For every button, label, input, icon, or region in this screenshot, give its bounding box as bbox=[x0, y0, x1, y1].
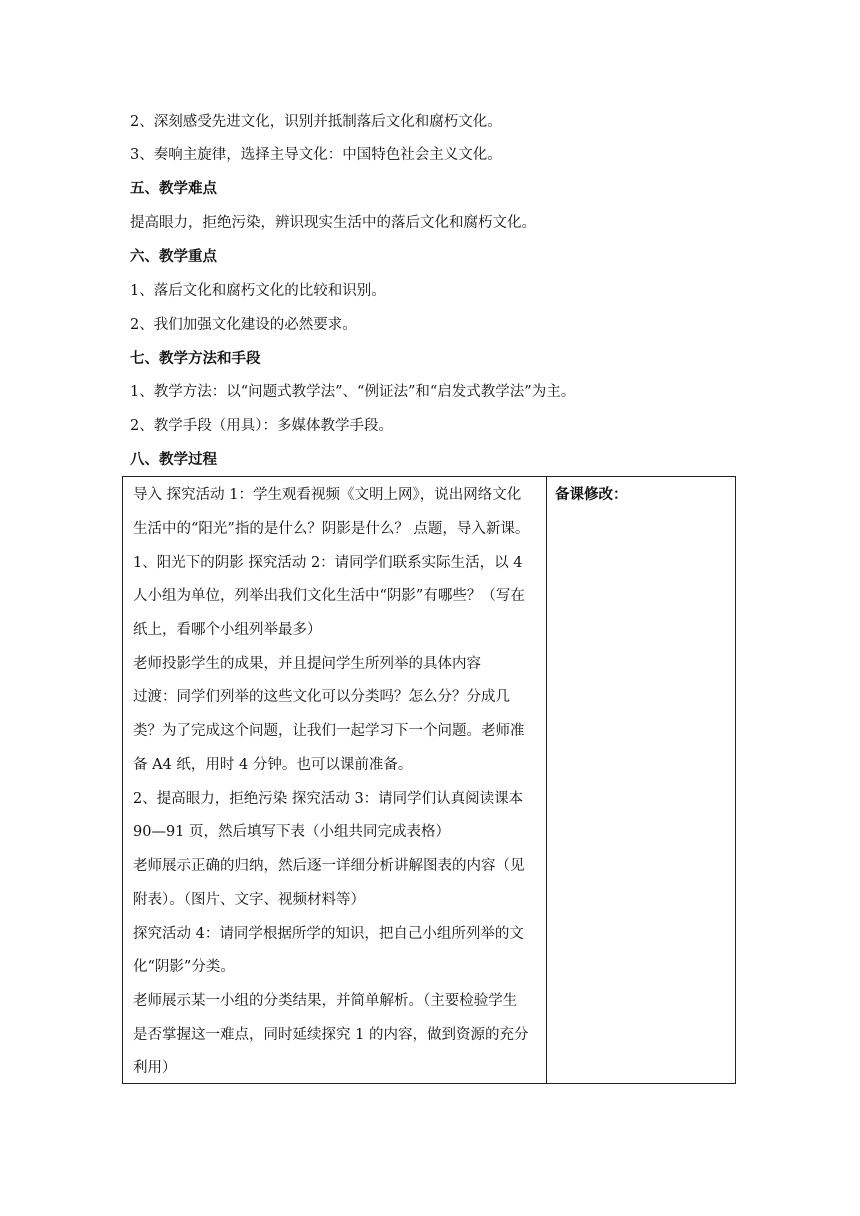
process-line: 过渡：同学们列举的这些文化可以分类吗？怎么分？分成几 bbox=[133, 689, 510, 705]
process-content-cell bbox=[123, 477, 546, 1083]
process-line: 纸上，看哪个小组列举最多） bbox=[133, 622, 322, 638]
lesson-revision-cell bbox=[547, 477, 735, 1083]
process-line: 备 A4 纸，用时 4 分钟。也可以课前准备。 bbox=[133, 757, 413, 773]
key-points-line-2: 2、我们加强文化建设的必然要求。 bbox=[130, 317, 357, 333]
process-line: 老师展示正确的归纳，然后逐一详细分析讲解图表的内容（见 bbox=[133, 858, 525, 874]
process-line: 90—91 页，然后填写下表（小组共同完成表格） bbox=[133, 824, 451, 840]
process-line: 探究活动 4：请同学根据所学的知识，把自己小组所列举的文 bbox=[133, 926, 524, 942]
process-line: 附表）。（图片、文字、视频材料等） bbox=[133, 892, 365, 908]
process-line: 老师投影学生的成果，并且提问学生所列举的具体内容 bbox=[133, 656, 481, 672]
difficulties-line-1: 提高眼力，拒绝污染，辨识现实生活中的落后文化和腐朽文化。 bbox=[130, 215, 536, 231]
process-line: 老师展示某一小组的分类结果，并简单解析。（主要检验学生 bbox=[133, 993, 518, 1009]
process-line: 生活中的“阳光”指的是什么？阴影是什么？ 点题，导入新课。 bbox=[133, 521, 530, 537]
section-heading-key-points: 六、教学重点 bbox=[130, 249, 217, 265]
process-line: 1、阳光下的阴影 探究活动 2：请同学们联系实际生活，以 4 bbox=[133, 555, 523, 571]
process-line: 2、提高眼力，拒绝污染 探究活动 3：请同学们认真阅读课本 bbox=[133, 791, 524, 807]
section-heading-process: 八、教学过程 bbox=[130, 452, 217, 468]
process-line: 人小组为单位，列举出我们文化生活中“阴影”有哪些？（写在 bbox=[133, 588, 525, 604]
process-line: 利用） bbox=[133, 1060, 177, 1076]
teaching-process-table bbox=[122, 476, 736, 1084]
key-points-line-1: 1、落后文化和腐朽文化的比较和识别。 bbox=[130, 283, 386, 299]
section-heading-difficulties: 五、教学难点 bbox=[130, 181, 217, 197]
methods-line-1: 1、教学方法：以“问题式教学法”、“例证法”和“启发式教学法”为主。 bbox=[130, 384, 576, 400]
process-line: 类？为了完成这个问题，让我们一起学习下一个问题。老师准 bbox=[133, 723, 525, 739]
methods-line-2: 2、教学手段（用具）：多媒体教学手段。 bbox=[130, 418, 393, 434]
lesson-revision-label: 备课修改： bbox=[555, 487, 628, 503]
process-line: 化“阴影”分类。 bbox=[133, 959, 235, 975]
process-line: 是否掌握这一难点，同时延续探究 1 的内容，做到资源的充分 bbox=[133, 1027, 529, 1043]
objective-line-3: 3、奏响主旋律，选择主导文化：中国特色社会主义文化。 bbox=[130, 147, 502, 163]
section-heading-methods: 七、教学方法和手段 bbox=[130, 351, 261, 367]
objective-line-2: 2、深刻感受先进文化，识别并抵制落后文化和腐朽文化。 bbox=[130, 114, 502, 130]
process-line: 导入 探究活动 1：学生观看视频《文明上网》，说出网络文化 bbox=[133, 487, 522, 503]
